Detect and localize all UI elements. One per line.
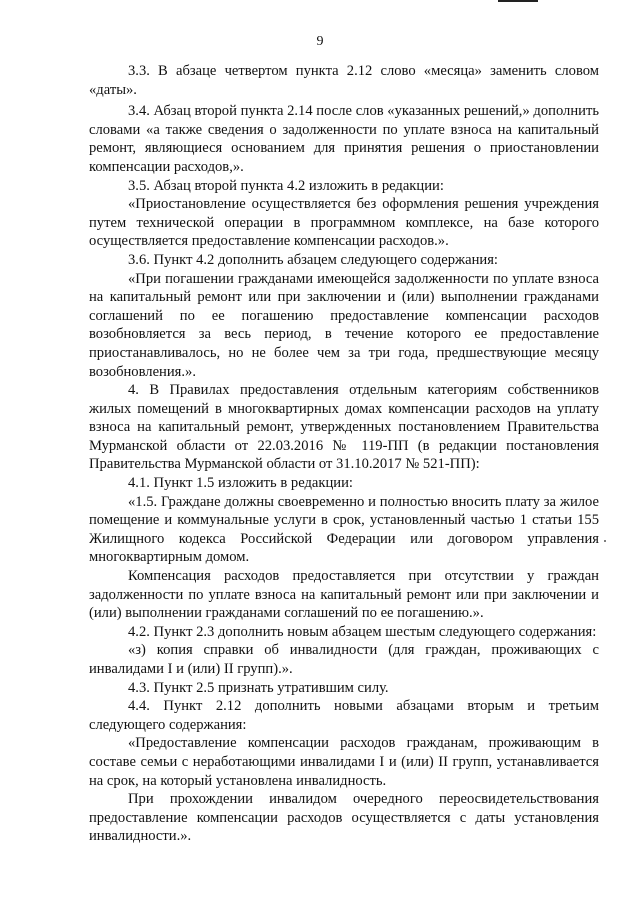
paragraph-4-4-quote-1: «Предоставление компенсации расходов гражданам, проживающим в составе семьи с неработающими инвалидами I и (или) II групп, устанавливается на срок, на который установлена инвалидность. [89,735,599,789]
scan-artifact-line [498,0,538,2]
paragraph-3-4: 3.4. Абзац второй пункта 2.14 после слов «указанных решений,» дополнить словами «а также сведения о задолженности по уплате взноса на капитальный ремонт, являющиеся основанием для принятия решения о приостановлении компенсации расходов,». [89,103,599,175]
paragraph-4-1: 4.1. Пункт 1.5 изложить в редакции: [128,475,353,492]
paragraph-4-3: 4.3. Пункт 2.5 признать утратившим силу. [128,679,389,696]
paragraph-4-4-quote-2: При прохождении инвалидом очередного переосвидетельствования предоставление компенсации расходов осуществляется с даты установления инвалидности.». [89,791,599,845]
paragraph-4-1-quote-2: Компенсация расходов предоставляется при отсутствии у граждан задолженности по уплате взноса на капитальный ремонт или при заключении и (или) выполнении гражданами соглашений по ее погашению.». [89,568,599,622]
page-number: 9 [316,34,324,49]
paragraph-3-6-quote: «При погашении гражданами имеющейся задолженности по уплате взноса на капитальный ремонт или при заключении и (или) выполнении гражданами соглашений по ее погашению предоставление компенсации расходов возобновляется за весь период, в течение которого ее предоставление приостанавливалось, но не более чем за три года, предшествующие месяцу возобновления.». [89,270,599,380]
paragraph-3-5: 3.5. Абзац второй пункта 4.2 изложить в редакции: [128,177,444,194]
paragraph-4-1-quote-1: «1.5. Граждане должны своевременно и полностью вносить плату за жилое помещение и коммунальные услуги в срок, установленный частью 1 статьи 155 Жилищного кодекса Российской Федерации или договором управления многоквартирным домом. [89,493,599,566]
paragraph-4-2-quote: «з) копия справки об инвалидности (для граждан, проживающих с инвалидами I и (или) II групп).». [89,642,599,677]
scan-speck [604,540,606,542]
paragraph-3-6: 3.6. Пункт 4.2 дополнить абзацем следующего содержания: [128,251,498,268]
paragraph-4-4: 4.4. Пункт 2.12 дополнить новыми абзацами вторым и третьим следующего содержания: [89,698,599,733]
paragraph-4-2: 4.2. Пункт 2.3 дополнить новым абзацем шестым следующего содержания: [128,623,597,640]
paragraph-3-5-quote: «Приостановление осуществляется без оформления решения учреждения путем технической операции в программном комплексе, на базе которого осуществляется предоставление компенсации расходов.». [89,196,599,250]
document-body [89,62,599,846]
paragraph-4: 4. В Правилах предоставления отдельным категориям собственников жилых помещений в многоквартирных домах компенсации расходов на уплату взноса на капитальный ремонт, утвержденных постановлением Правительства Мурманской области от 22.03.2016 № 119-ПП (в редакции постановления Правительства Мурманской области от 31.10.2017 № 521-ПП): [89,382,599,473]
paragraph-3-3: 3.3. В абзаце четвертом пункта 2.12 слово «месяца» заменить словом «даты». [89,63,599,98]
